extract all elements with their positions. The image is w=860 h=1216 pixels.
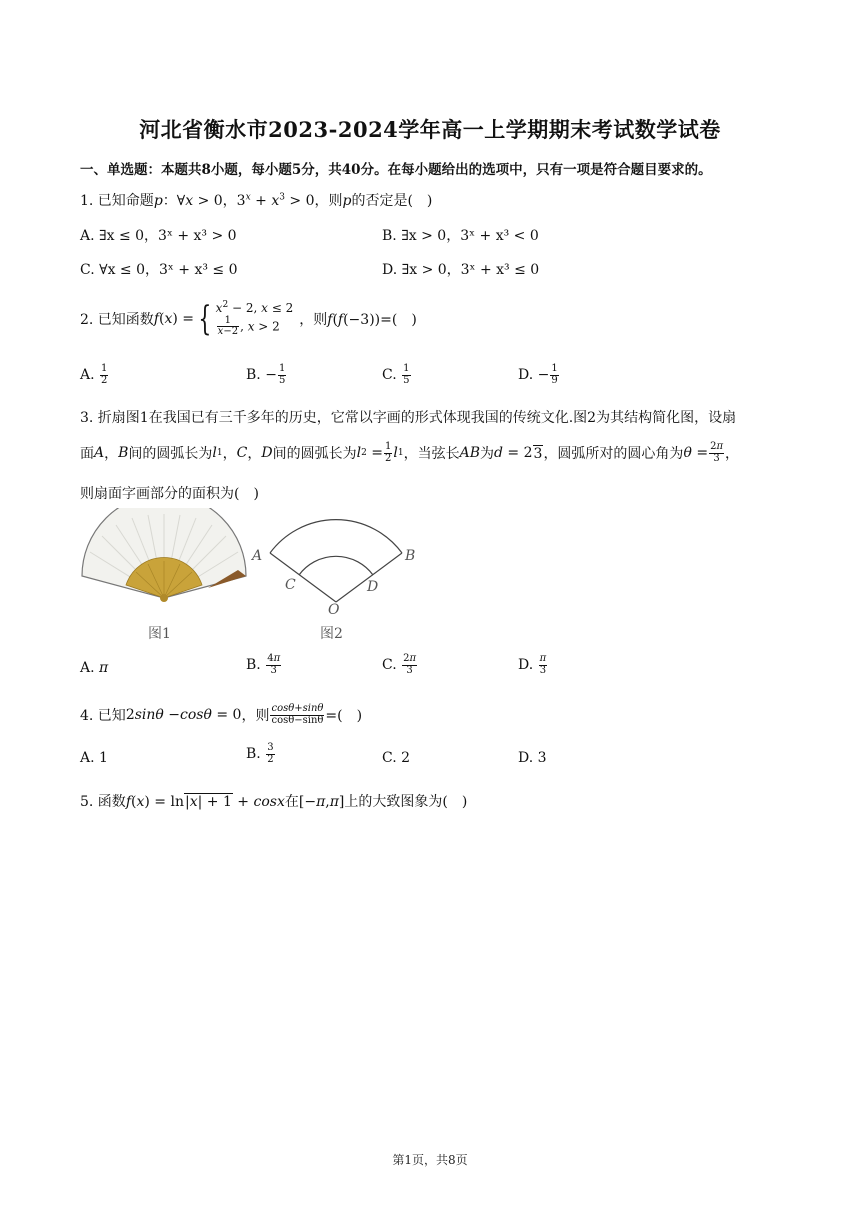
point-c-label: C (285, 577, 296, 593)
q2-option-c: C. $\frac{1}{5}$ (382, 363, 410, 386)
question-4: 4. 已知 2 sinθ − cosθ = 0 ，则 $\frac{\cos\theta+\sin\theta}{\cos\theta-\sin\theta}$ =( ) (80, 703, 363, 726)
q4-option-d: D. 3 (518, 750, 547, 766)
q1-option-c: C. ∀x ≤ 0，3ˣ + x³ ≤ 0 (80, 262, 238, 278)
figure-1-caption: 图1 (148, 626, 171, 642)
q3-line-1: 3. 折扇图1在我国已有三千多年的历史，它常以字画的形式体现我国的传统文化.图2为其结构简化图，设扇 (80, 410, 737, 426)
q3-line-3: 则扇面字画部分的面积为( ) (80, 486, 259, 502)
q4-option-b: B. $\frac{3}{2}$ (246, 742, 274, 765)
point-a-label: A (252, 548, 263, 564)
q4-option-c: C. 2 (382, 750, 411, 766)
page-footer: 第1页，共8页 (392, 1153, 468, 1167)
fan-diagram-figure-2 (250, 508, 426, 618)
page-title: 河北省衡水市2023-2024学年高一上学期期末考试数学试卷 (139, 117, 721, 142)
q2-option-b: B. − $\frac{1}{5}$ (246, 363, 286, 386)
piecewise-cases: $x^2 - 2$, x ≤ 2 $\frac{1}{x-2}$ , x > 2 (215, 299, 294, 337)
fan-figure-1 (78, 508, 250, 608)
q2-stem-prefix: 2. 已知函数 (80, 312, 154, 328)
q3-option-c: C. $\frac{2\pi}{3}$ (382, 653, 417, 676)
question-2: 2. 已知函数 f ( x ) = { $x^2 - 2$, x ≤ 2 $\frac{1}{x-2}$ , x > 2 ，则f(f(−3)) =( ) (80, 299, 417, 339)
question-1: 1. 已知命题p：∀x > 0，$3^x + x^3 > 0$，则p的否定是( ) (80, 192, 433, 209)
point-b-label: B (405, 548, 416, 564)
q3-option-b: B. $\frac{4\pi}{3}$ (246, 653, 281, 676)
q1-stem-mid: ，则 (314, 193, 343, 209)
point-d-label: D (367, 579, 379, 595)
q1-option-b: B. ∃x > 0，3ˣ + x³ < 0 (382, 228, 539, 244)
section-header: 一、单选题：本题共8小题，每小题5分，共40分。在每小题给出的选项中，只有一项是符合题目要求的。 (80, 162, 712, 178)
q3-option-d: D. $\frac{\pi}{3}$ (518, 653, 547, 676)
q1-option-a: A. ∃x ≤ 0，3ˣ + x³ > 0 (80, 228, 237, 244)
q3-option-a: A. π (80, 660, 109, 676)
point-o-label: O (328, 602, 340, 618)
figure-2-caption: 图2 (320, 626, 343, 642)
q1-option-d: D. ∃x > 0，3ˣ + x³ ≤ 0 (382, 262, 540, 278)
q1-stem-suffix: 的否定是( ) (351, 193, 433, 209)
q2-stem-suffix: =( ) (380, 312, 417, 328)
q3-line-2: 面 A ， B 间的圆弧长为 l 1 ， C ， D 间的圆弧长为 l 2 = $\frac{1}{2}$ l 1 ，当弦长 AB 为 d = 2 3 ，圆弧所对的圆心角为 θ = $\frac{2\pi}{3}$ ， (80, 441, 740, 464)
q4-option-a: A. 1 (80, 750, 108, 766)
question-5: 5. 函数f(x) = ln|x| + 1 + cosx在[−π,π]上的大致图象为( ) (80, 794, 468, 810)
q2-option-a: A. $\frac{1}{2}$ (80, 363, 108, 386)
q2-option-d: D. − $\frac{1}{9}$ (518, 363, 558, 386)
q1-stem-prefix: 1. 已知命题 (80, 193, 154, 209)
